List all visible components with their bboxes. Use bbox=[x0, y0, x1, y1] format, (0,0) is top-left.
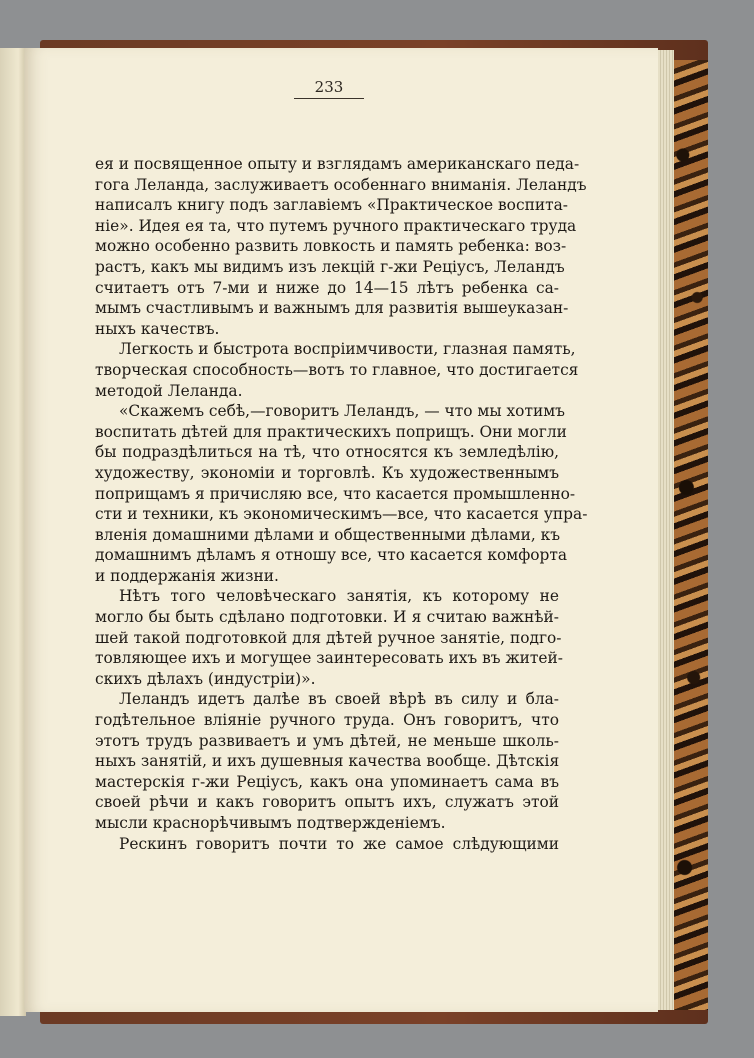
text-line: сти и техники, къ экономическимъ—все, что касается упра- bbox=[95, 505, 588, 524]
body-text bbox=[95, 154, 588, 854]
text-line: своей рѣчи и какъ говоритъ опытъ ихъ, служатъ этой bbox=[95, 793, 559, 812]
text-line: гога Леланда, заслуживаетъ особеннаго вниманія. Леландъ bbox=[95, 175, 587, 194]
text-line: вленія домашними дѣлами и общественными дѣлами, къ bbox=[95, 525, 561, 544]
text-line: этотъ трудъ развиваетъ и умъ дѣтей, не меньше школь- bbox=[95, 731, 559, 750]
text-line: Леландъ идетъ далѣе въ своей вѣрѣ въ силу и бла- bbox=[119, 690, 559, 709]
text-line: написалъ книгу подъ заглавіемъ «Практическое воспита- bbox=[95, 196, 568, 215]
text-line: Нѣтъ того человѣческаго занятія, къ которому не bbox=[119, 587, 559, 606]
text-line: методой Леланда. bbox=[95, 381, 243, 400]
text-line: товляющее ихъ и могущее заинтересовать ихъ въ житей- bbox=[95, 649, 563, 668]
text-line: мастерскія г-жи Рецiусъ, какъ она упоминаетъ сама въ bbox=[95, 772, 559, 791]
text-line: считаетъ отъ 7-ми и ниже до 14—15 лѣтъ ребенка са- bbox=[95, 278, 559, 297]
text-line: шей такой подготовкой для дѣтей ручное занятіе, подго- bbox=[95, 628, 562, 647]
text-line: Рескинъ говоритъ почти то же самое слѣдующими bbox=[119, 834, 559, 853]
text-line: мысли краснорѣчивымъ подтвержденіемъ. bbox=[95, 814, 446, 832]
text-line: могло бы быть сдѣлано подготовки. И я считаю важнѣй- bbox=[95, 608, 559, 627]
text-line: бы подраздѣлиться на тѣ, что относятся къ земледѣлію, bbox=[95, 443, 559, 462]
text-line: ныхъ качествъ. bbox=[95, 319, 220, 338]
text-line: мымъ счастливымъ и важнымъ для развитія вышеуказан- bbox=[95, 299, 569, 318]
left-page-edge bbox=[0, 48, 26, 1016]
text-line: поприщамъ я причисляю все, что касается промышленно- bbox=[95, 484, 576, 503]
text-line: растъ, какъ мы видимъ изъ лекцій г-жи Рецiусъ, Леландъ bbox=[95, 257, 565, 276]
text-line: воспитать дѣтей для практическихъ поприщъ. Они могли bbox=[95, 422, 567, 441]
text-line: домашнимъ дѣламъ я отношу все, что касается комфорта bbox=[95, 546, 568, 565]
text-line: можно особенно развить ловкость и память ребенка: воз- bbox=[95, 237, 567, 256]
text-line: и поддержанія жизни. bbox=[95, 566, 279, 585]
text-line: годѣтельное вліяніе ручного труда. Онъ говоритъ, что bbox=[95, 711, 559, 730]
text-line: ніе». Идея ея та, что путемъ ручного практическаго труда bbox=[95, 216, 577, 235]
text-line: художеству, экономіи и торговлѣ. Къ художественнымъ bbox=[95, 463, 559, 482]
text-line: ея и посвященное опыту и взглядамъ американскаго педа- bbox=[95, 155, 580, 173]
text-line: Легкость и быстрота воспріимчивости, глазная память, bbox=[119, 340, 576, 359]
text-line: ныхъ занятій, и ихъ душевныя качества вообще. Дѣтскія bbox=[95, 752, 560, 771]
marbled-page-edge bbox=[672, 60, 708, 1010]
text-line: «Скажемъ себѣ,—говоритъ Леландъ, — что мы хотимъ bbox=[119, 402, 565, 421]
page-number: 233 bbox=[294, 78, 364, 99]
text-line: скихъ дѣлахъ (индустріи)». bbox=[95, 669, 316, 688]
text-line: творческая способность—вотъ то главное, что достигается bbox=[95, 360, 579, 379]
